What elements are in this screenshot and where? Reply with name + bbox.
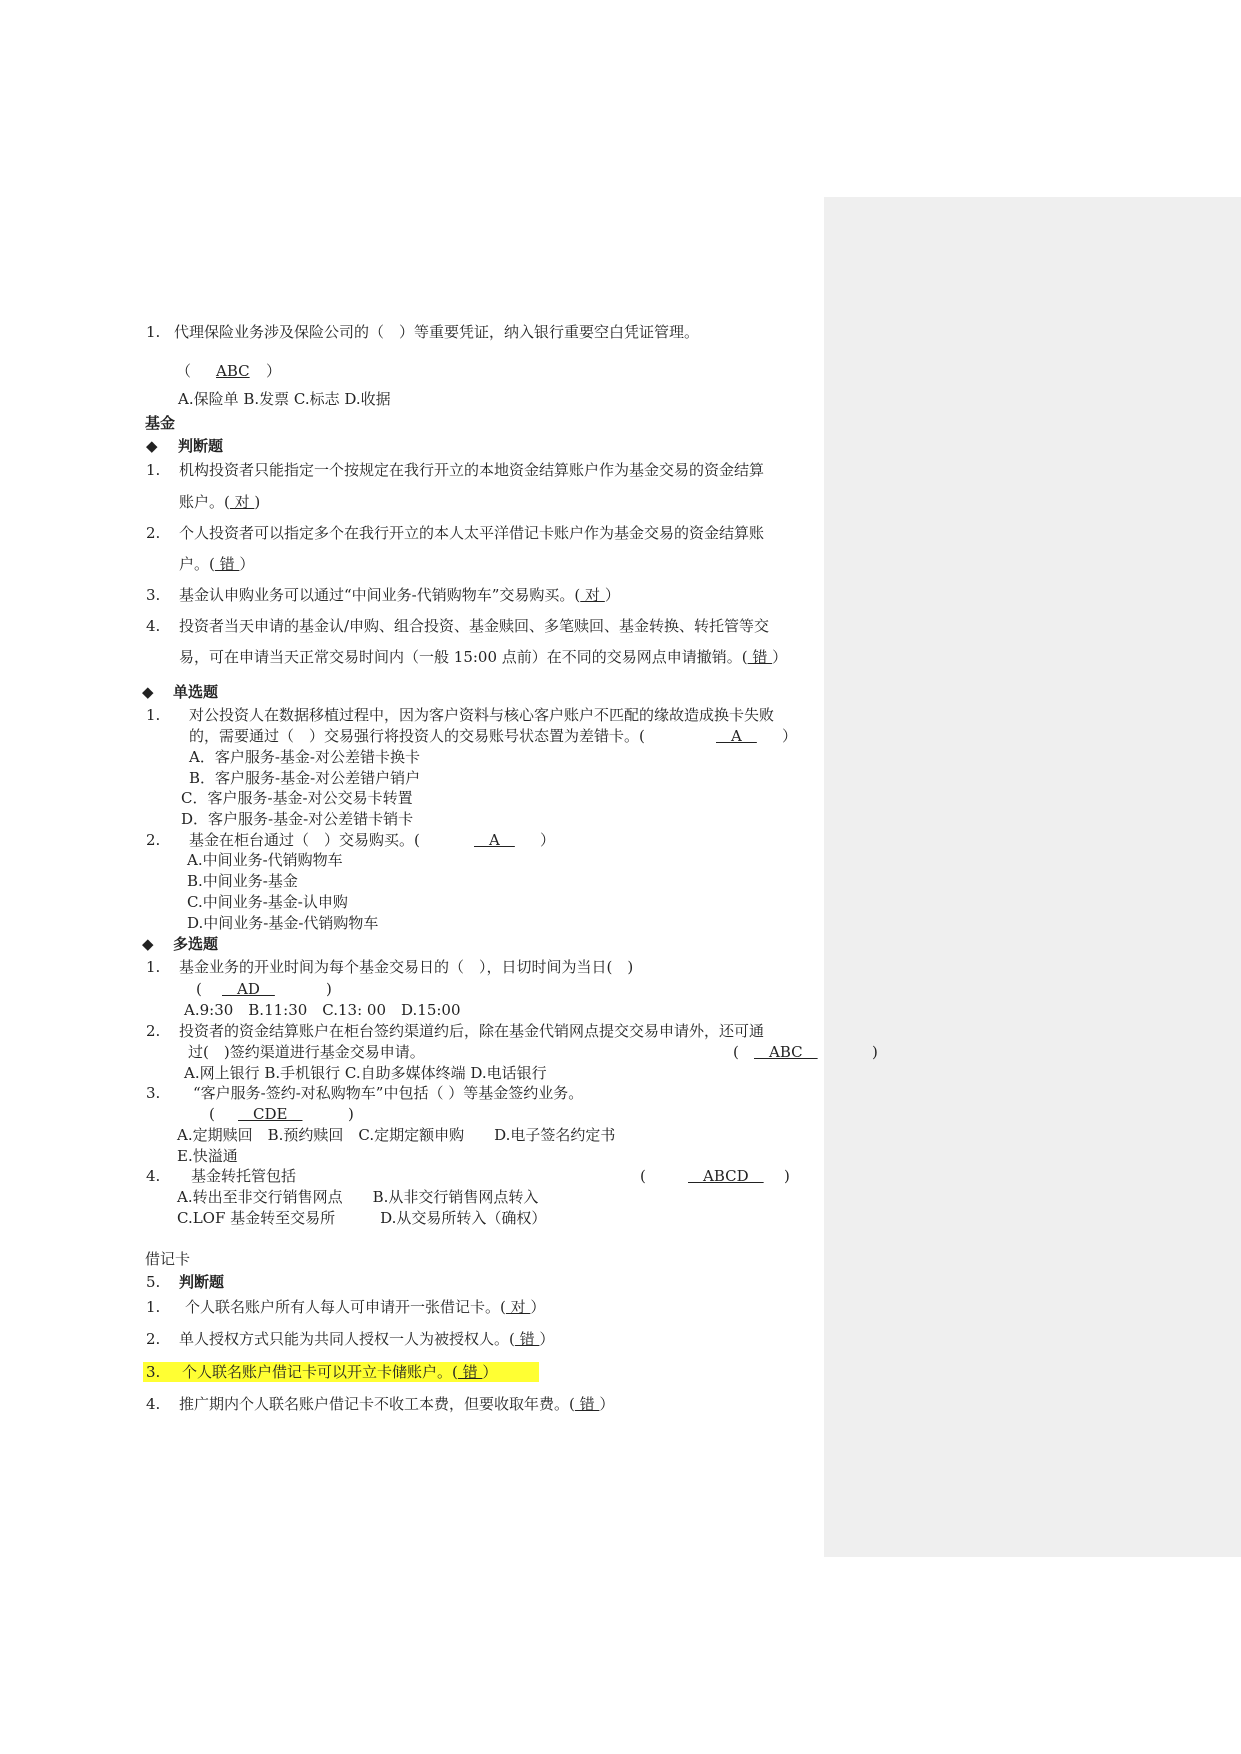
answer-close: ）: [540, 831, 556, 849]
answer-option: D.中间业务-基金-代销购物车: [187, 914, 379, 932]
question-number: 3.: [146, 586, 161, 604]
answer-value: 对: [580, 586, 605, 604]
answer-value: 错: [514, 1330, 540, 1348]
answer-options: A.定期赎回 B.预约赎回 C.定期定额申购 D.电子签名约定书: [177, 1126, 616, 1144]
answer-value: 对: [229, 493, 255, 511]
answer-value: 错: [214, 555, 240, 573]
answer-value: ABC: [216, 362, 250, 380]
answer-option: B．客户服务-基金-对公差错户销户: [189, 769, 421, 787]
question-number: 1.: [146, 706, 161, 724]
answer-value: AD: [222, 980, 275, 998]
answer-close: ）: [266, 362, 282, 380]
question-text-cont: 账户。( 对 ): [179, 493, 261, 511]
answer-value: A: [716, 727, 757, 745]
answer-value: ABCD: [688, 1167, 764, 1185]
question-number: 1.: [146, 323, 161, 341]
section-title: 借记卡: [145, 1250, 191, 1268]
answer-value: 错: [574, 1395, 600, 1413]
question-number: 1.: [146, 461, 161, 479]
answer-value: CDE: [238, 1105, 303, 1123]
highlighted-question: 3. 个人联名账户借记卡可以开立卡储账户。( 错 ）: [143, 1362, 539, 1382]
answer-options: E.快溢通: [177, 1147, 238, 1165]
question-text: 个人投资者可以指定多个在我行开立的本人太平洋借记卡账户作为基金交易的资金结算账: [179, 524, 765, 542]
answer-value: A: [474, 831, 515, 849]
question-text: 基金业务的开业时间为每个基金交易日的（ ），日切时间为当日( ): [179, 958, 634, 976]
answer-option: C.中间业务-基金-认申购: [187, 893, 348, 911]
answer-open: (: [196, 980, 202, 998]
section-heading: 多选题: [173, 935, 219, 953]
question-text: 基金转托管包括: [191, 1167, 297, 1185]
question-text: 代理保险业务涉及保险公司的（ ）等重要凭证，纳入银行重要空白凭证管理。: [174, 323, 700, 341]
answer-options: A.保险单 B.发票 C.标志 D.收据: [178, 390, 391, 408]
answer-value: 错: [457, 1363, 483, 1381]
answer-close: ): [872, 1043, 878, 1061]
question-text: 机构投资者只能指定一个按规定在我行开立的本地资金结算账户作为基金交易的资金结算: [179, 461, 765, 479]
question-text-cont: 户。( 错 ）: [179, 555, 255, 573]
diamond-bullet-icon: ◆: [146, 437, 158, 455]
answer-option: B.中间业务-基金: [187, 872, 298, 890]
question-text: 推广期内个人联名账户借记卡不收工本费，但要收取年费。( 错 ）: [179, 1395, 615, 1413]
question-text: 投资者的资金结算账户在柜台签约渠道约后，除在基金代销网点提交交易申请外，还可通: [179, 1022, 765, 1040]
answer-close: ): [326, 980, 332, 998]
section-heading: 判断题: [178, 437, 224, 455]
question-number: 1.: [146, 1298, 161, 1316]
answer-close: ): [348, 1105, 354, 1123]
question-text-cont: 的，需要通过（ ）交易强行将投资人的交易账号状态置为差错卡。(: [189, 727, 645, 745]
answer-option: A．客户服务-基金-对公差错卡换卡: [189, 748, 420, 766]
section-title: 基金: [145, 414, 176, 432]
section-heading: 单选题: [173, 683, 219, 701]
section-heading: 判断题: [179, 1273, 225, 1291]
answer-value: 对: [505, 1298, 531, 1316]
question-text-cont: 易，可在申请当天正常交易时间内（一般 15:00 点前）在不同的交易网点申请撤销。( 错 ）: [179, 648, 788, 666]
question-text: 个人联名账户所有人每人可申请开一张借记卡。( 对 ）: [185, 1298, 546, 1316]
question-number: 3.: [146, 1363, 161, 1381]
answer-value: 错: [747, 648, 773, 666]
question-number: 3.: [146, 1084, 161, 1102]
question-text: 投资者当天申请的基金认/申购、组合投资、基金赎回、多笔赎回、基金转换、转托管等交: [179, 617, 770, 635]
question-text: 对公投资人在数据移植过程中，因为客户资料与核心客户账户不匹配的缘故造成换卡失败: [189, 706, 775, 724]
question-number: 4.: [146, 1167, 161, 1185]
answer-open: (: [733, 1043, 739, 1061]
question-text: 单人授权方式只能为共同人授权一人为被授权人。( 错 ）: [179, 1330, 555, 1348]
question-number: 2.: [146, 1330, 161, 1348]
diamond-bullet-icon: ◆: [142, 683, 154, 701]
question-number: 4.: [146, 1395, 161, 1413]
question-number: 2.: [146, 1022, 161, 1040]
answer-options: A.网上银行 B.手机银行 C.自助多媒体终端 D.电话银行: [184, 1064, 547, 1082]
question-number: 2.: [146, 831, 161, 849]
comment-pane: [824, 197, 1241, 1557]
answer-open: （: [176, 362, 192, 380]
answer-close: ): [784, 1167, 790, 1185]
question-number: 1.: [146, 958, 161, 976]
question-number: 2.: [146, 524, 161, 542]
question-text: “客户服务-签约-对私购物车”中包括（ ）等基金签约业务。: [193, 1084, 584, 1102]
heading-number: 5.: [146, 1273, 161, 1291]
answer-open: (: [209, 1105, 215, 1123]
answer-option: C．客户服务-基金-对公交易卡转置: [181, 789, 413, 807]
answer-value: ABC: [754, 1043, 818, 1061]
answer-close: ）: [782, 727, 798, 745]
question-number: 4.: [146, 617, 161, 635]
question-text-cont: 过( )签约渠道进行基金交易申请。: [188, 1043, 425, 1061]
answer-option: D．客户服务-基金-对公差错卡销卡: [181, 810, 414, 828]
answer-options: C.LOF 基金转至交易所 D.从交易所转入（确权）: [177, 1209, 547, 1227]
question-text: 基金认申购业务可以通过“中间业务-代销购物车”交易购买。( 对 ）: [179, 586, 620, 604]
question-text: 基金在柜台通过（ ）交易购买。(: [189, 831, 420, 849]
answer-option: A.中间业务-代销购物车: [187, 851, 343, 869]
answer-open: (: [640, 1167, 646, 1185]
answer-options: A.转出至非交行销售网点 B.从非交行销售网点转入: [177, 1188, 539, 1206]
answer-options: A.9:30 B.11:30 C.13: 00 D.15:00: [184, 1001, 461, 1019]
diamond-bullet-icon: ◆: [142, 935, 154, 953]
